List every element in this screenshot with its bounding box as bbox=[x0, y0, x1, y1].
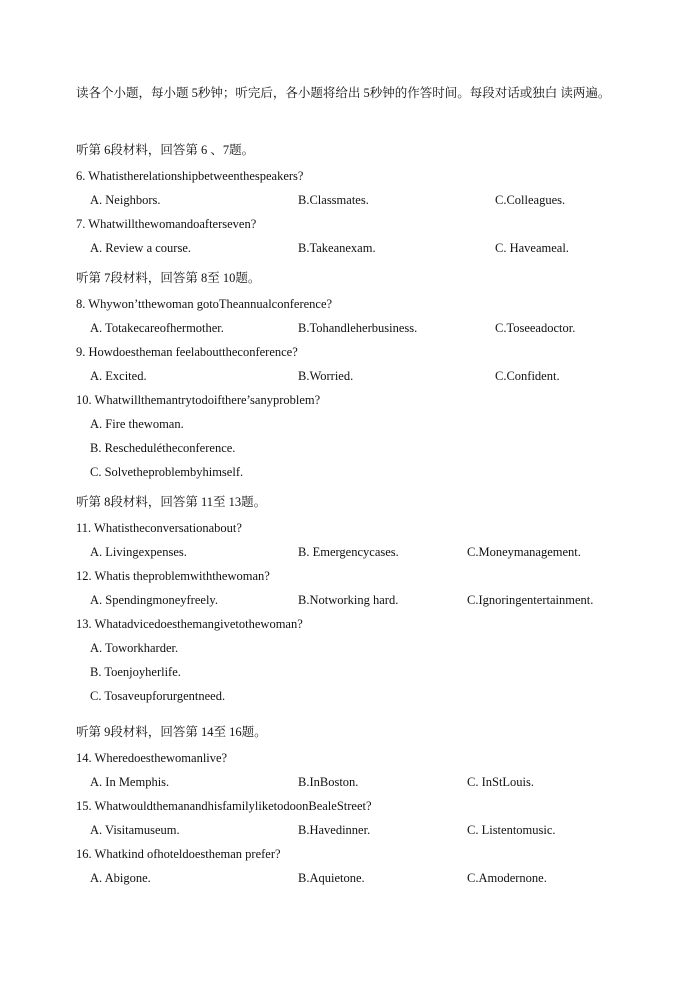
option-b: B.Worried. bbox=[298, 369, 354, 383]
question-8: 8. Whywon’tthewoman gotoTheannualconference? bbox=[76, 297, 333, 311]
section-heading: 听第 7段材料，回答第 8至 10题。 bbox=[76, 271, 261, 285]
option-b: B. Emergencycases. bbox=[298, 545, 399, 559]
question-13: 13. Whatadvicedoesthemangivetothewoman? bbox=[76, 617, 303, 631]
section-heading: 听第 8段材料，回答第 11至 13题。 bbox=[76, 495, 267, 509]
option-a: A. Totakecareofhermother. bbox=[90, 321, 224, 335]
question-12: 12. Whatis theproblemwiththewoman? bbox=[76, 569, 270, 583]
options-15 bbox=[76, 818, 636, 842]
option-c: C. Tosaveupforurgentneed. bbox=[90, 689, 226, 703]
options-6 bbox=[76, 188, 636, 212]
options-14 bbox=[76, 770, 636, 794]
options-16 bbox=[76, 866, 636, 890]
option-b: B. Toenjoyherlife. bbox=[90, 665, 181, 679]
option-a: A. Excited. bbox=[90, 369, 147, 383]
option-c: C.Confident. bbox=[495, 369, 560, 383]
option-c: C. Solvetheproblembyhimself. bbox=[90, 465, 244, 479]
question-6: 6. Whatistherelationshipbetweenthespeakers? bbox=[76, 169, 304, 183]
option-b: B. Reschedulétheconference. bbox=[90, 441, 236, 455]
option-b: B.Takeanexam. bbox=[298, 241, 376, 255]
question-14: 14. Wheredoesthewomanlive? bbox=[76, 751, 228, 765]
option-c: C.Colleagues. bbox=[495, 193, 566, 207]
section-heading: 听第 9段材料，回答第 14至 16题。 bbox=[76, 725, 267, 739]
option-c: C.Moneymanagement. bbox=[467, 545, 581, 559]
section-7 bbox=[76, 268, 636, 484]
option-c: C.Ignoringentertainment. bbox=[467, 593, 594, 607]
options-7 bbox=[76, 236, 636, 260]
option-c: C. InStLouis. bbox=[467, 775, 535, 789]
option-a: A. Toworkharder. bbox=[90, 641, 179, 655]
question-16: 16. Whatkind ofhoteldoestheman prefer? bbox=[76, 847, 281, 861]
options-12 bbox=[76, 588, 636, 612]
option-c: C.Amodernone. bbox=[467, 871, 547, 885]
section-6 bbox=[76, 140, 636, 260]
question-7: 7. Whatwillthewomandoafterseven? bbox=[76, 217, 257, 231]
option-b: B.InBoston. bbox=[298, 775, 359, 789]
option-a: A. Abigone. bbox=[90, 871, 151, 885]
options-9 bbox=[76, 364, 636, 388]
option-a: A. Review a course. bbox=[90, 241, 192, 255]
option-c: C. Haveameal. bbox=[495, 241, 569, 255]
option-a: A. Livingexpenses. bbox=[90, 545, 187, 559]
question-9: 9. Howdoestheman feelabouttheconference? bbox=[76, 345, 298, 359]
options-8 bbox=[76, 316, 636, 340]
question-10: 10. Whatwillthemantrytodoifthere’sanyproblem? bbox=[76, 393, 321, 407]
instructions-text: 读各个小题，每小题 5秒钟；听完后，各小题将给出 5秒钟的作答时间。每段对话或独白 读两遍。 bbox=[76, 86, 611, 100]
option-b: B.Aquietone. bbox=[298, 871, 365, 885]
section-heading: 听第 6段材料，回答第 6 、7题。 bbox=[76, 143, 255, 157]
option-a: A. In Memphis. bbox=[90, 775, 170, 789]
section-8 bbox=[76, 492, 636, 708]
question-15: 15. WhatwouldthemanandhisfamilyliketodoonBealeStreet? bbox=[76, 799, 372, 813]
option-b: B.Tohandleherbusiness. bbox=[298, 321, 418, 335]
question-11: 11. Whatistheconversationabout? bbox=[76, 521, 242, 535]
option-a: A. Neighbors. bbox=[90, 193, 161, 207]
option-c: C.Toseeadoctor. bbox=[495, 321, 576, 335]
option-a: A. Spendingmoneyfreely. bbox=[90, 593, 218, 607]
option-b: B.Classmates. bbox=[298, 193, 369, 207]
option-b: B.Notworking hard. bbox=[298, 593, 399, 607]
option-c: C. Listentomusic. bbox=[467, 823, 556, 837]
option-a: A. Visitamuseum. bbox=[90, 823, 180, 837]
option-a: A. Fire thewoman. bbox=[90, 417, 184, 431]
section-9 bbox=[76, 722, 636, 890]
options-11 bbox=[76, 540, 636, 564]
option-b: B.Havedinner. bbox=[298, 823, 371, 837]
